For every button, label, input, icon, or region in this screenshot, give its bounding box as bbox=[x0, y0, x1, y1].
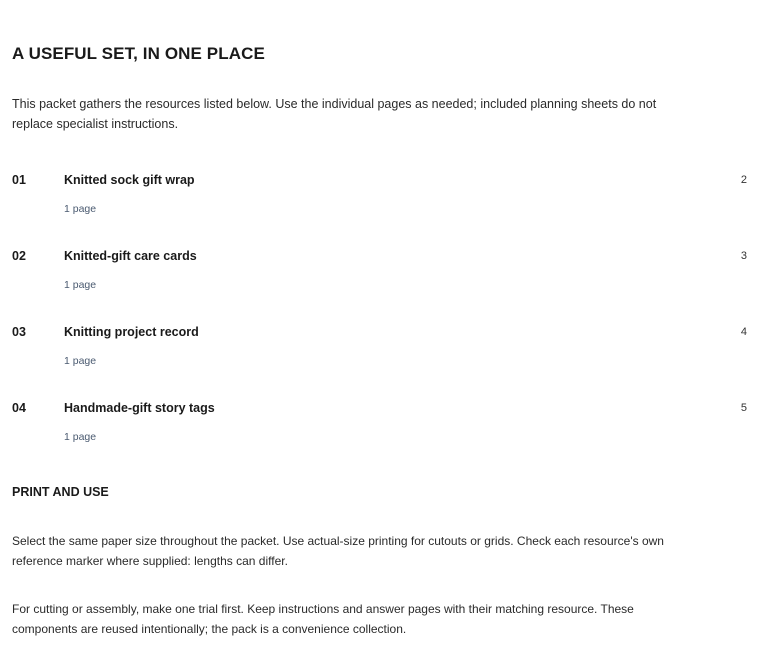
contents-item-number: 04 bbox=[12, 401, 26, 415]
contents-item-title: Knitting project record bbox=[64, 325, 199, 339]
contents-list bbox=[12, 170, 748, 474]
contents-item-page-number: 2 bbox=[740, 174, 747, 186]
contents-item-1 bbox=[12, 170, 748, 246]
contents-item-3 bbox=[12, 322, 748, 398]
contents-item-title: Handmade-gift story tags bbox=[64, 401, 215, 415]
contents-item-page-count: 1 page bbox=[64, 279, 97, 291]
contents-item-page-number: 3 bbox=[740, 250, 747, 262]
print-instructions-paragraph: Select the same paper size throughout the packet. Use actual-size printing for cutouts or grids. Check each resource's own reference marker where supplied: lengths can differ. bbox=[12, 534, 664, 568]
contents-item-2 bbox=[12, 246, 748, 322]
contents-item-page-count: 1 page bbox=[64, 431, 97, 443]
contents-item-number: 03 bbox=[12, 325, 26, 339]
intro-paragraph: This packet gathers the resources listed below. Use the individual pages as needed; included planning sheets do not replace specialist instructions. bbox=[12, 97, 657, 131]
contents-item-4 bbox=[12, 398, 748, 474]
contents-item-page-number: 4 bbox=[740, 326, 747, 338]
contents-item-title: Knitted-gift care cards bbox=[64, 249, 197, 263]
contents-item-number: 02 bbox=[12, 249, 26, 263]
contents-item-page-number: 5 bbox=[740, 402, 747, 414]
contents-item-page-count: 1 page bbox=[64, 203, 97, 215]
print-and-use-heading: PRINT AND USE bbox=[12, 485, 109, 499]
contents-item-title: Knitted sock gift wrap bbox=[64, 173, 195, 187]
contents-item-number: 01 bbox=[12, 173, 26, 187]
page-title: A USEFUL SET, IN ONE PLACE bbox=[12, 44, 265, 63]
contents-item-page-count: 1 page bbox=[64, 355, 97, 367]
assembly-instructions-paragraph: For cutting or assembly, make one trial first. Keep instructions and answer pages with their matching resource. These components are reused intentionally; the pack is a convenience collection. bbox=[12, 602, 634, 636]
